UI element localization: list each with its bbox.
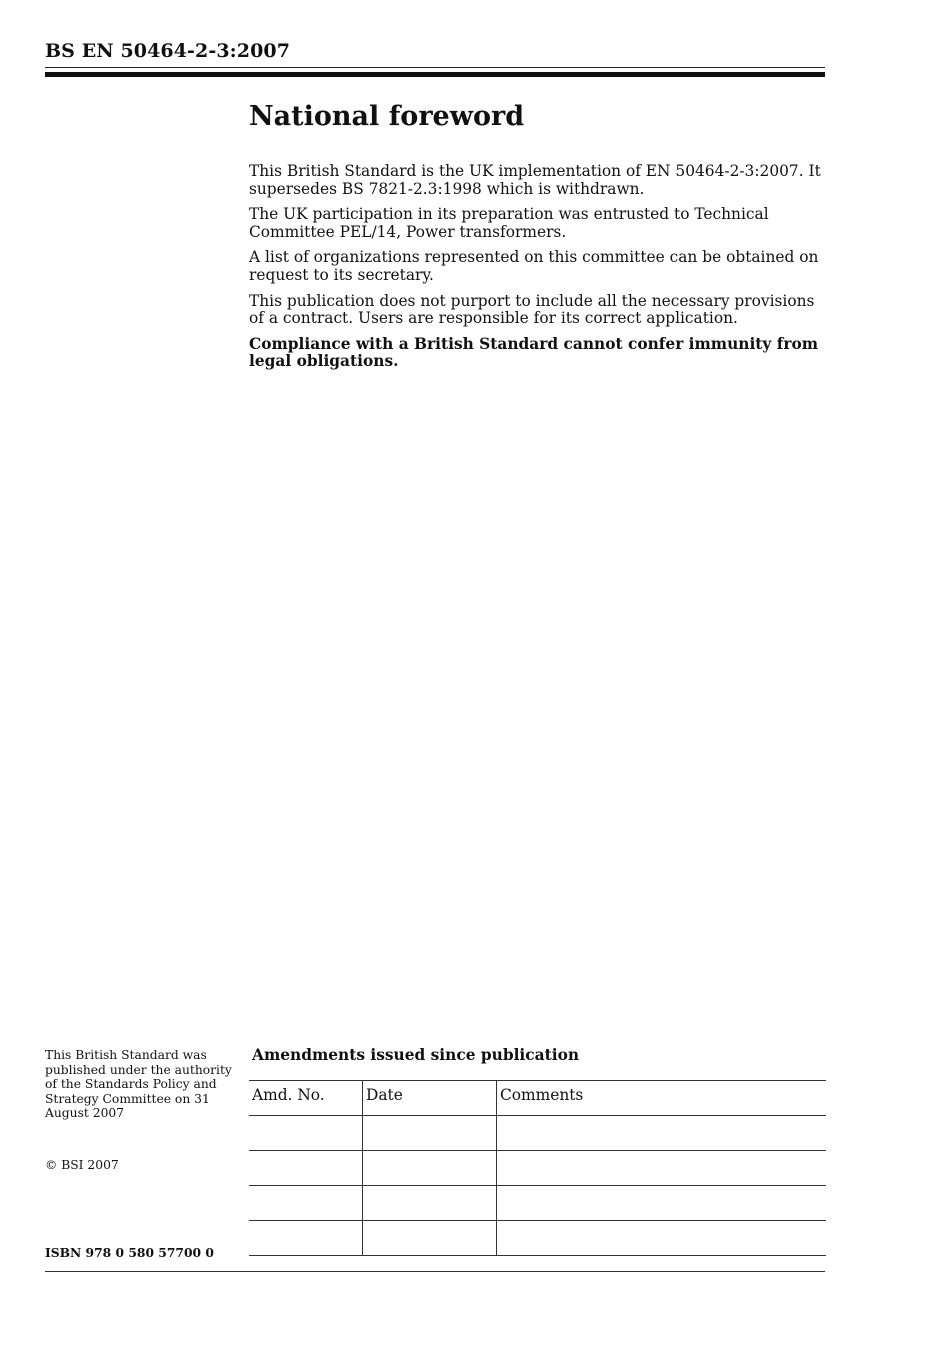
page-title: National foreword bbox=[249, 101, 525, 132]
table-cell bbox=[363, 1151, 497, 1186]
column-header-comments: Comments bbox=[497, 1081, 827, 1116]
table-row bbox=[249, 1151, 826, 1186]
table-cell bbox=[497, 1221, 827, 1256]
table-row bbox=[249, 1186, 826, 1221]
table-cell bbox=[497, 1186, 827, 1221]
table-header-row bbox=[249, 1081, 826, 1116]
table-cell bbox=[249, 1116, 363, 1151]
table-cell bbox=[363, 1116, 497, 1151]
table-cell bbox=[249, 1186, 363, 1221]
foreword-body bbox=[249, 163, 827, 379]
table-cell bbox=[249, 1221, 363, 1256]
isbn: ISBN 978 0 580 57700 0 bbox=[45, 1245, 214, 1260]
publication-note: This British Standard was published under the authority of the Standards Policy and Strategy Committee on 31 August 2007 bbox=[45, 1048, 232, 1121]
document-code: BS EN 50464-2-3:2007 bbox=[45, 40, 291, 62]
column-header-date: Date bbox=[363, 1081, 497, 1116]
column-header-amd-no: Amd. No. bbox=[249, 1081, 363, 1116]
foreword-paragraph: A list of organizations represented on this committee can be obtained on request to its secretary. bbox=[249, 248, 819, 284]
foreword-paragraph: This British Standard is the UK implementation of EN 50464-2-3:2007. It supersedes BS 7821-2.3:1998 which is withdrawn. bbox=[249, 162, 821, 198]
foreword-paragraph: The UK participation in its preparation was entrusted to Technical Committee PEL/14, Power transformers. bbox=[249, 205, 769, 241]
amendments-table bbox=[249, 1080, 826, 1256]
header-divider-thin bbox=[45, 67, 825, 68]
table-row bbox=[249, 1116, 826, 1151]
footer-divider bbox=[45, 1271, 825, 1272]
table-cell bbox=[363, 1186, 497, 1221]
copyright-notice: © BSI 2007 bbox=[45, 1158, 119, 1172]
amendments-heading: Amendments issued since publication bbox=[252, 1046, 580, 1064]
table-cell bbox=[497, 1151, 827, 1186]
foreword-paragraph: This publication does not purport to include all the necessary provisions of a contract. Users are responsible for its correct application. bbox=[249, 291, 815, 328]
table-cell bbox=[497, 1116, 827, 1151]
table-cell bbox=[363, 1221, 497, 1256]
table-row bbox=[249, 1221, 826, 1256]
compliance-note: Compliance with a British Standard cannot confer immunity from legal obligations. bbox=[249, 334, 818, 371]
table-cell bbox=[249, 1151, 363, 1186]
header-divider-thick bbox=[45, 72, 825, 77]
